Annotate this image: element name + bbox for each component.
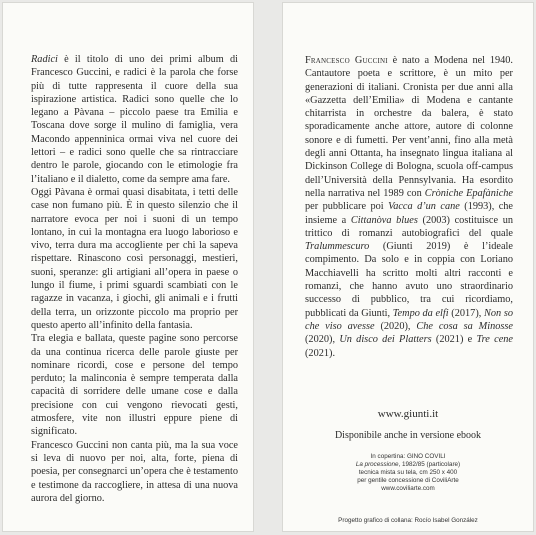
bio-text-7: (2020), [374, 320, 417, 332]
synopsis-paragraph-2: Oggi Pàvana è ormai quasi disabitata, i tetti delle case non fumano più. È in questo silenzio che il narratore evoca per noi i suoni di un tempo lontano, in cui la montagna era luogo laborioso e vivo, terra dura ma accogliente per chi la sapeva rispettare. Rinascono così personaggi, mestieri, suoni, speranze: gli artigiani all’opera in paese o lungo il fiume, i primi sguardi scambiati con le ragazze in vacanza, i giochi, gli animali e i frutti della terra, un orizzonte piccolo ma proprio per questo aperto all’infinito della fantasia. [31, 186, 238, 331]
bio-text-10: (2021). [305, 347, 336, 359]
graphic-design-credit: Progetto grafico di collana: Rocío Isabel González [338, 517, 478, 524]
book-title: Tempo da elfi [392, 307, 449, 319]
bio-text-8: (2020), [305, 334, 340, 346]
bio-text-1: è nato a Modena nel 1940. Cantautore poeta e scrittore, è un mito per generazioni di italiani. Cronista per due anni alla «Gazzetta dell’Emilia» di Modena e cantante chitarrista in orchestre da balera, è stato sporadicamente anche attore, autore di colonne sonore e di fumetti. Per vent’anni, fino alla metà degli anni Ottanta, ha insegnato lingua italiana al Dickinson College di Bologna, scuola off-campus dell’Università della Pennsylvania. Ha esordito nella narrativa nel 1989 con [305, 55, 513, 199]
ebook-availability: Disponibile anche in versione ebook [334, 430, 482, 441]
bio-text-4: (2003) costituisce un trittico di romanzi autobiografici del quale [305, 214, 513, 239]
credits-line-3: tecnica mista su tela, cm 250 x 400 [358, 469, 458, 476]
author-bio [305, 54, 513, 360]
synopsis-paragraph-3: Tra elegia e ballata, queste pagine sono percorse da una continua ricerca delle parole giuste per nominare ricordi, cose e persone del tempo perduto; la malinconia è sempre temperata dalla capacità di sorridere delle umane cose e dalla precisione con cui vengono rievocati gesti, atmosfere, vite non illustri eppure piene di significato. [31, 333, 238, 438]
bio-text-9: (2021) e [431, 334, 477, 346]
credits-line-1: In copertina: GINO COVILI [370, 453, 446, 460]
credits-line-5: www.coviliarte.com [381, 485, 435, 492]
author-bio-paragraph [305, 54, 513, 360]
book-title: Non so che viso avesse [305, 307, 513, 332]
book-title: Tre cene [476, 334, 514, 346]
bio-text-2: per pubblicare poi [305, 201, 389, 213]
publisher-website: www.giunti.it [377, 408, 439, 420]
credits-line-2 [283, 461, 533, 469]
bio-text-6: (2017), [448, 307, 484, 319]
book-title: Tralummescuro [305, 241, 370, 253]
synopsis-text [31, 53, 238, 505]
right-flap [283, 3, 533, 531]
book-title: Che cosa sa Minosse [416, 320, 513, 332]
book-title: Cittanòva blues [350, 214, 418, 226]
cover-credits [283, 453, 533, 493]
synopsis-paragraph-4: Francesco Guccini non canta più, ma la sua voce si leva di nuovo per noi, alta, forte, piena di poesia, per consegnarci un’opera che è testamento e testimone da raccogliere, in attesa di una nuova aurora del giorno. [31, 439, 238, 504]
bio-text-5: (Giunti 2019) è l’ideale compimento. Da solo e in coppia con Loriano Macchiavelli ha scritto molti altri racconti e romanzi, che hanno avuto uno straordinario successo di pubblico, tra cui ricordiamo, pubblicati da Giunti, [305, 241, 513, 319]
book-title: Cròniche Epafàniche [424, 187, 513, 199]
book-title: Un disco dei Platters [339, 334, 432, 346]
artwork-title: La processione [355, 461, 399, 468]
left-flap [3, 3, 253, 531]
bio-text-3: (1993), che insieme a [305, 201, 514, 226]
credits-line-4: per gentile concessione di CoviliArte [357, 477, 459, 484]
artwork-date: , 1982/85 (particolare) [398, 461, 461, 468]
book-title: Vacca d’un cane [388, 201, 460, 213]
synopsis-paragraph-1-text: è il titolo di uno dei primi album di Francesco Guccini, e radici è la parola che forse più di tutte rappresenta il cuore della sua ispirazione artistica. Radici sono quelle che lo legano a Pàvana – piccolo paese tra Emilia e Toscana dove sorge il mulino di famiglia, vera Macondo appenninica ormai viva nel cuore dei lettori – e radici sono quelle che sa rintracciare dentro le parole, giocando con le etimologie fra l’italiano e il dialetto, come da sempre ama fare. [31, 54, 238, 185]
album-title: Radici [31, 54, 58, 65]
synopsis-paragraph-1 [31, 53, 238, 186]
author-name: Francesco Guccini [305, 55, 388, 66]
